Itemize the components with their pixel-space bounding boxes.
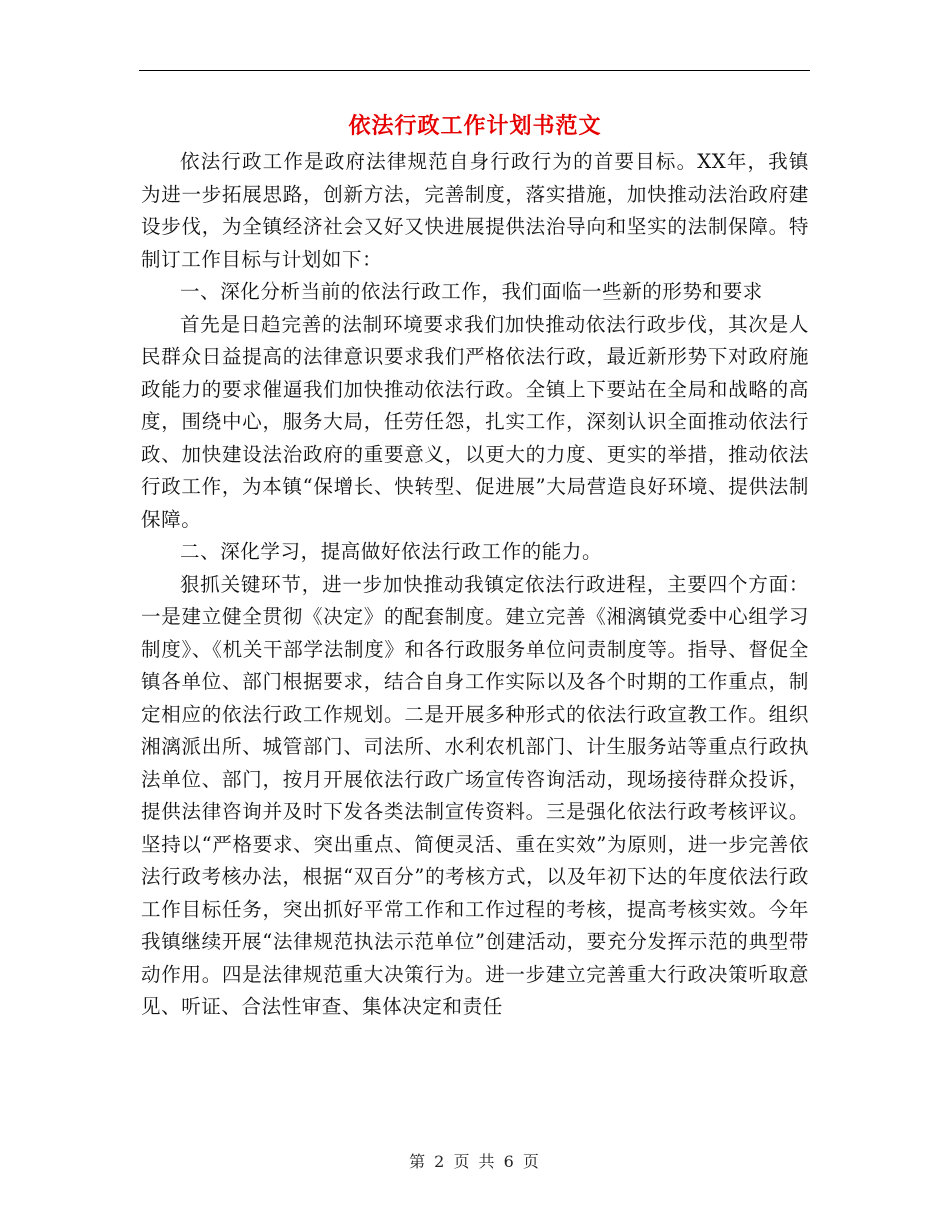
document-body bbox=[141, 146, 809, 1024]
paragraph-section-1-heading: 一、深化分析当前的依法行政工作，我们面临一些新的形势和要求 bbox=[180, 280, 763, 303]
paragraph-section-1-body: 首先是日趋完善的法制环境要求我们加快推动依法行政步伐，其次是人民群众日益提高的法律意识要求我们严格依法行政，最近新形势下对政府施政能力的要求催逼我们加快推动依法行政。全镇上下要站在全局和战略的高度，围绕中心，服务大局，任劳任怨，扎实工作，深刻认识全面推动依法行政、加快建设法治政府的重要意义，以更大的力度、更实的举措，推动依法行政工作，为本镇“保增长、快转型、促进展”大局营造良好环境、提供法制保障。 bbox=[141, 312, 809, 531]
paragraph-section-2-heading: 二、深化学习，提高做好依法行政工作的能力。 bbox=[180, 540, 603, 563]
paragraph-section-2-body: 狠抓关键环节，进一步加快推动我镇定依法行政进程，主要四个方面：一是建立健全贯彻《决定》的配套制度。建立完善《湘漓镇党委中心组学习制度》、《机关干部学法制度》和各行政服务单位问责制度等。指导、督促全镇各单位、部门根据要求，结合自身工作实际以及各个时期的工作重点，制定相应的依法行政工作规划。二是开展多种形式的依法行政宣教工作。组织湘漓派出所、城管部门、司法所、水利农机部门、计生服务站等重点行政执法单位、部门，按月开展依法行政广场宣传咨询活动，现场接待群众投诉，提供法律咨询并及时下发各类法制宣传资料。三是强化依法行政考核评议。坚持以“严格要求、突出重点、简便灵活、重在实效”为原则，进一步完善依法行政考核办法，根据“双百分”的考核方式，以及年初下达的年度依法行政工作目标任务，突出抓好平常工作和工作过程的考核，提高考核实效。今年我镇继续开展“法律规范执法示范单位”创建活动，要充分发挥示范的典型带动作用。四是法律规范重大决策行为。进一步建立完善重大行政决策听取意见、听证、合法性审查、集体决定和责任 bbox=[141, 572, 809, 1018]
header-rule bbox=[139, 70, 810, 71]
document-title: 依法行政工作计划书范文 bbox=[348, 113, 602, 139]
page-number: 第 2 页 共 6 页 bbox=[409, 1152, 541, 1171]
paragraph-intro: 依法行政工作是政府法律规范自身行政行为的首要目标。XX年，我镇为进一步拓展思路，创新方法，完善制度，落实措施，加快推动法治政府建设步伐，为全镇经济社会又好又快进展提供法治导向和坚实的法制保障。特制订工作目标与计划如下： bbox=[141, 150, 809, 271]
